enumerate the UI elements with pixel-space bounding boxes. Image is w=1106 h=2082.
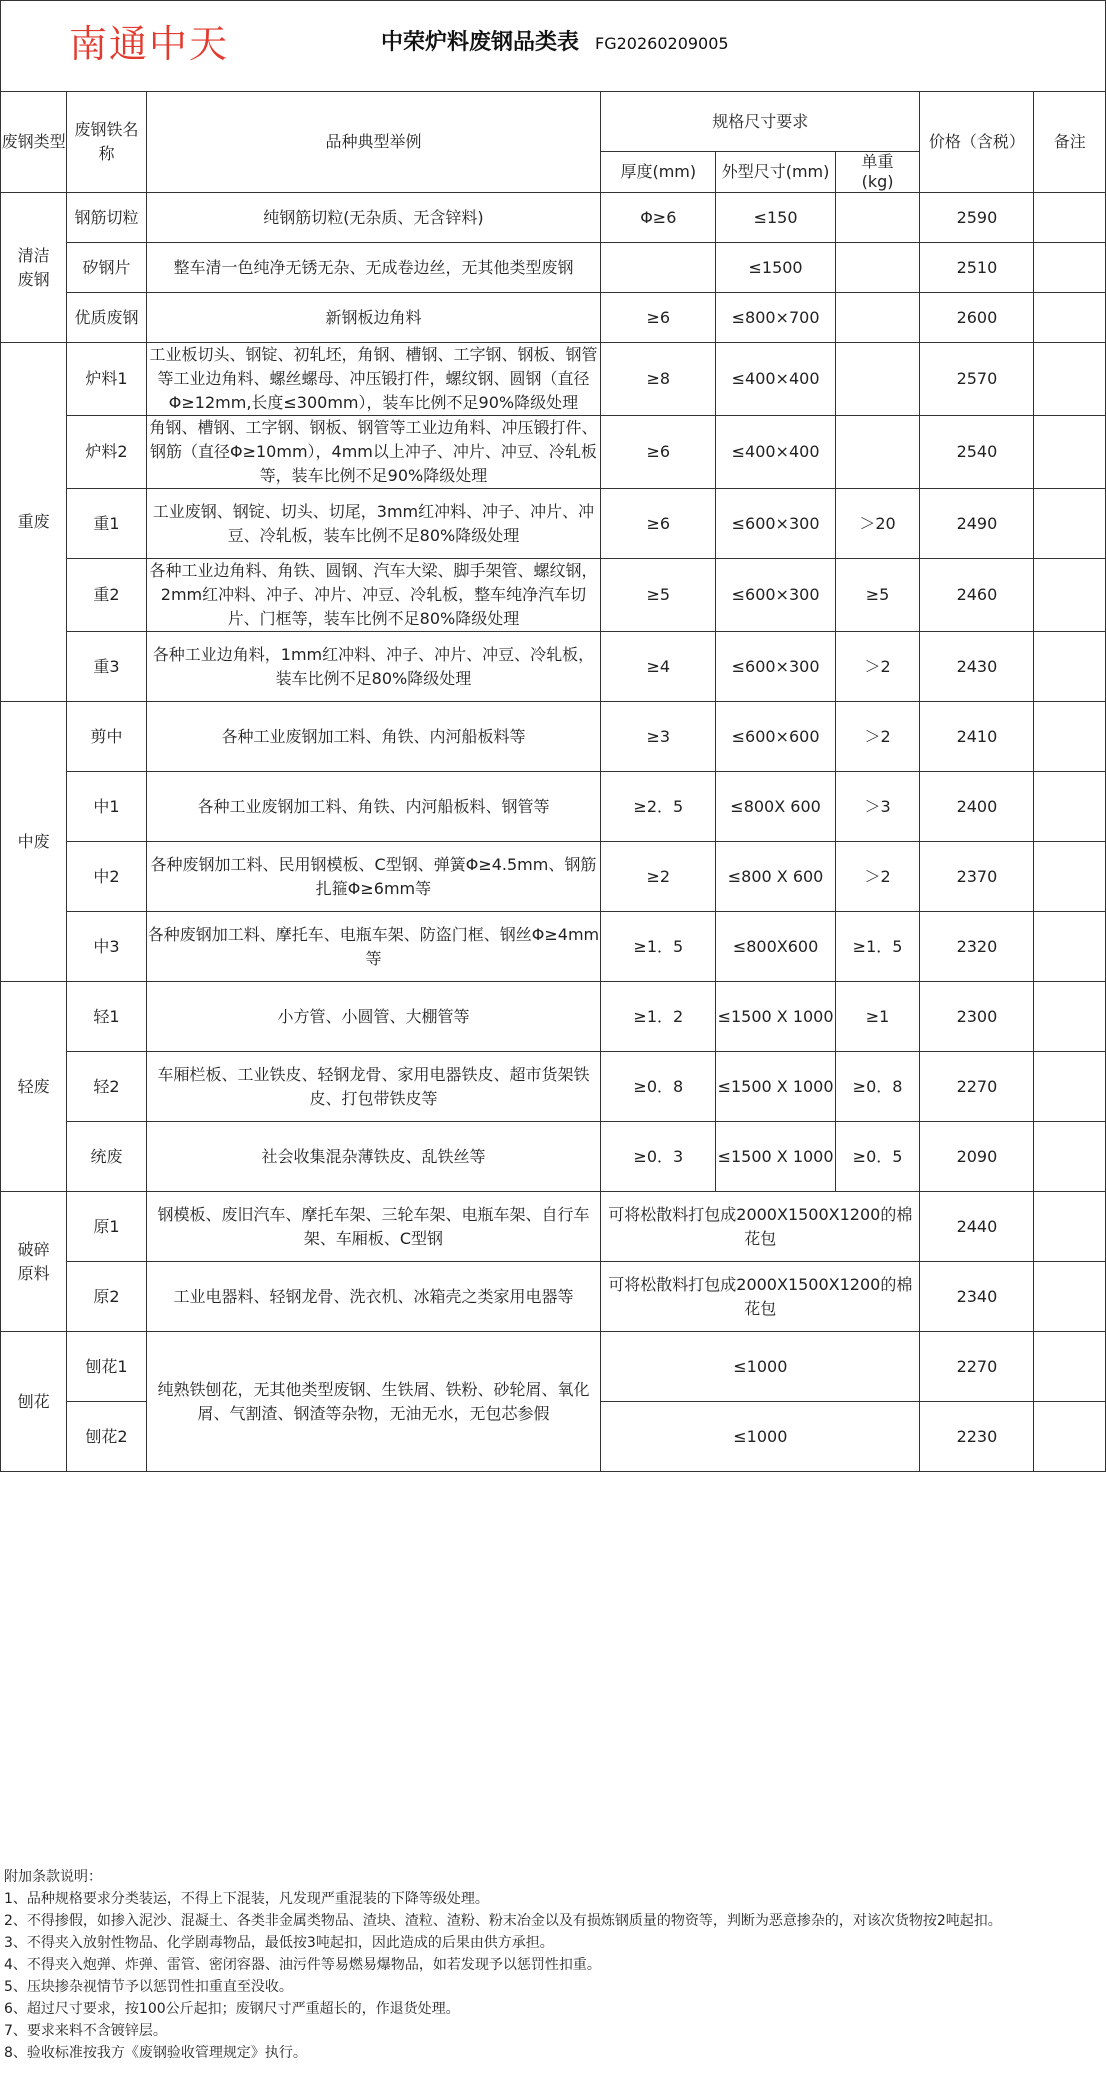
item-size: ≤600×600: [716, 702, 835, 772]
item-size: ≤400×400: [716, 343, 835, 416]
header-price: 价格（含税）: [920, 92, 1034, 193]
item-thickness: ≥2．5: [601, 772, 716, 842]
item-example: 各种工业废钢加工料、角铁、内河船板料、钢管等: [146, 772, 600, 842]
category-cell: 刨花: [1, 1332, 67, 1472]
item-thickness: ≥4: [601, 632, 716, 702]
item-example: 各种废钢加工料、民用钢模板、C型钢、弹簧Φ≥4.5mm、钢筋扎箍Φ≥6mm等: [146, 842, 600, 912]
item-price: 2600: [920, 293, 1034, 343]
item-price: 2230: [920, 1402, 1034, 1472]
item-example: 钢模板、废旧汽车、摩托车架、三轮车架、电瓶车架、自行车架、车厢板、C型钢: [146, 1192, 600, 1262]
item-example: 工业板切头、钢锭、初轧坯，角钢、槽钢、工字钢、钢板、钢管等工业边角料、螺丝螺母、冲压锻打件，螺纹钢、圆钢（直径Φ≥12mm,长度≤300mm），装车比例不足90%降级处理: [146, 343, 600, 416]
item-price: 2490: [920, 489, 1034, 559]
item-size: ≤400×400: [716, 416, 835, 489]
header-thickness: 厚度(mm): [601, 152, 716, 193]
item-example: 各种工业废钢加工料、角铁、内河船板料等: [146, 702, 600, 772]
item-thickness: ≥6: [601, 416, 716, 489]
item-size: ≤1500 X 1000: [716, 1122, 835, 1192]
item-price: 2570: [920, 343, 1034, 416]
item-remark: [1034, 1052, 1106, 1122]
item-weight: ≥5: [835, 559, 920, 632]
item-thickness: ≥0．3: [601, 1122, 716, 1192]
item-name: 原2: [67, 1262, 146, 1332]
item-price: 2370: [920, 842, 1034, 912]
item-example: 纯钢筋切粒(无杂质、无含锌料): [146, 193, 600, 243]
item-remark: [1034, 632, 1106, 702]
item-weight: ≥1．5: [835, 912, 920, 982]
item-name: 剪中: [67, 702, 146, 772]
item-size: ≤150: [716, 193, 835, 243]
item-weight: ＞2: [835, 842, 920, 912]
item-name: 中2: [67, 842, 146, 912]
header-remark: 备注: [1034, 92, 1106, 193]
item-thickness: ≥1．5: [601, 912, 716, 982]
item-remark: [1034, 343, 1106, 416]
item-size: ≤1500 X 1000: [716, 1052, 835, 1122]
item-price: 2460: [920, 559, 1034, 632]
item-price: 2430: [920, 632, 1034, 702]
item-weight: [835, 343, 920, 416]
note-item: 2、不得掺假，如掺入泥沙、混凝土、各类非金属类物品、渣块、渣粒、渣粉、粉末冶金以及有损炼钢质量的物资等，判断为恶意掺杂的，对该次货物按2吨起扣。: [4, 1913, 1002, 1929]
table-row: [1, 982, 1106, 1052]
item-thickness: ≥8: [601, 343, 716, 416]
item-price: 2440: [920, 1192, 1034, 1262]
item-remark: [1034, 842, 1106, 912]
category-cell: 破碎原料: [1, 1192, 67, 1332]
item-weight: [835, 293, 920, 343]
note-item: 1、品种规格要求分类装运，不得上下混装，凡发现严重混装的下降等级处理。: [4, 1891, 489, 1907]
note-item: 6、超过尺寸要求，按100公斤起扣；废钢尺寸严重超长的，作退货处理。: [4, 2001, 460, 2017]
note-item: 3、不得夹入放射性物品、化学剧毒物品，最低按3吨起扣，因此造成的后果由供方承担。: [4, 1935, 554, 1951]
item-example: 纯熟铁刨花，无其他类型废钢、生铁屑、铁粉、砂轮屑、氧化屑、气割渣、钢渣等杂物，无油无水，无包芯参假: [146, 1332, 600, 1472]
item-weight: ＞3: [835, 772, 920, 842]
item-name: 重2: [67, 559, 146, 632]
header-size: 外型尺寸(mm): [716, 152, 835, 193]
item-example: 工业废钢、钢锭、切头、切尾，3mm红冲料、冲子、冲片、冲豆、冷轧板，装车比例不足80%降级处理: [146, 489, 600, 559]
item-name: 刨花1: [67, 1332, 146, 1402]
item-example: 小方管、小圆管、大棚管等: [146, 982, 600, 1052]
item-size: ≤600×300: [716, 489, 835, 559]
category-cell: 清洁废钢: [1, 193, 67, 343]
page-title: 中荣炉料废钢品类表: [381, 30, 580, 55]
item-price: 2410: [920, 702, 1034, 772]
item-thickness: ≥6: [601, 489, 716, 559]
item-name: 重1: [67, 489, 146, 559]
item-name: 重3: [67, 632, 146, 702]
header-example: 品种典型举例: [146, 92, 600, 193]
item-price: 2320: [920, 912, 1034, 982]
item-example: 各种工业边角料，1mm红冲料、冲子、冲片、冲豆、冷轧板，装车比例不足80%降级处理: [146, 632, 600, 702]
item-weight: ≥0．5: [835, 1122, 920, 1192]
item-example: 车厢栏板、工业铁皮、轻钢龙骨、家用电器铁皮、超市货架铁皮、打包带铁皮等: [146, 1052, 600, 1122]
item-thickness: ≥6: [601, 293, 716, 343]
item-price: 2270: [920, 1052, 1034, 1122]
item-remark: [1034, 416, 1106, 489]
item-remark: [1034, 243, 1106, 293]
item-weight: [835, 243, 920, 293]
item-remark: [1034, 1332, 1106, 1402]
item-name: 轻2: [67, 1052, 146, 1122]
note-item: 7、要求来料不含镀锌层。: [4, 2023, 167, 2039]
item-size: ≤600×300: [716, 632, 835, 702]
item-name: 刨花2: [67, 1402, 146, 1472]
table-row: [1, 1192, 1106, 1262]
table-row: [1, 702, 1106, 772]
item-thickness: ≥5: [601, 559, 716, 632]
header-name: 废钢铁名称: [67, 92, 146, 193]
item-example: 角钢、槽钢、工字钢、钢板、钢管等工业边角料、冲压锻打件、钢筋（直径Φ≥10mm），4mm以上冲子、冲片、冲豆、冷轧板等，装车比例不足90%降级处理: [146, 416, 600, 489]
item-name: 原1: [67, 1192, 146, 1262]
category-cell: 重废: [1, 343, 67, 702]
table-row: [1, 632, 1106, 702]
item-thickness: Φ≥6: [601, 193, 716, 243]
table-row: [1, 243, 1106, 293]
item-name: 炉料2: [67, 416, 146, 489]
item-weight: ＞2: [835, 702, 920, 772]
item-price: 2510: [920, 243, 1034, 293]
item-example: 整车清一色纯净无锈无杂、无成卷边丝，无其他类型废钢: [146, 243, 600, 293]
title-banner: [1, 1, 1106, 92]
item-price: 2270: [920, 1332, 1034, 1402]
item-thickness: ≥3: [601, 702, 716, 772]
header-type: 废钢类型: [1, 92, 67, 193]
item-remark: [1034, 772, 1106, 842]
item-weight: [835, 416, 920, 489]
item-remark: [1034, 702, 1106, 772]
notes-section: [4, 1866, 1104, 2064]
item-size: ≤800X600: [716, 912, 835, 982]
table-row: [1, 842, 1106, 912]
item-size: ≤800×700: [716, 293, 835, 343]
document-code: FG20260209005: [595, 34, 729, 53]
item-weight: ＞20: [835, 489, 920, 559]
item-name: 统废: [67, 1122, 146, 1192]
item-name: 中3: [67, 912, 146, 982]
item-thickness: ≥0．8: [601, 1052, 716, 1122]
header-spec: 规格尺寸要求: [601, 92, 920, 152]
category-cell: 轻废: [1, 982, 67, 1192]
item-weight: ≥0．8: [835, 1052, 920, 1122]
brand-logo: 南通中天: [69, 22, 230, 66]
item-weight: ＞2: [835, 632, 920, 702]
notes-title: 附加条款说明：: [4, 1869, 102, 1885]
item-size: ≤800X 600: [716, 772, 835, 842]
table-row: [1, 489, 1106, 559]
item-example: 工业电器料、轻钢龙骨、洗衣机、冰箱壳之类家用电器等: [146, 1262, 600, 1332]
table-row: [1, 1262, 1106, 1332]
item-remark: [1034, 489, 1106, 559]
item-remark: [1034, 293, 1106, 343]
item-name: 矽钢片: [67, 243, 146, 293]
note-item: 4、不得夹入炮弹、炸弹、雷管、密闭容器、油污件等易燃易爆物品，如若发现予以惩罚性扣重。: [4, 1957, 601, 1973]
item-remark: [1034, 1122, 1106, 1192]
item-name: 优质废钢: [67, 293, 146, 343]
item-example: 社会收集混杂薄铁皮、乱铁丝等: [146, 1122, 600, 1192]
item-remark: [1034, 193, 1106, 243]
item-example: 各种工业边角料、角铁、圆钢、汽车大梁、脚手架管、螺纹钢，2mm红冲料、冲子、冲片、冲豆、冷轧板，整车纯净汽车切片、门框等，装车比例不足80%降级处理: [146, 559, 600, 632]
item-spec: ≤1000: [601, 1332, 920, 1402]
item-weight: ≥1: [835, 982, 920, 1052]
item-size: ≤1500: [716, 243, 835, 293]
item-size: ≤600×300: [716, 559, 835, 632]
table-row: [1, 293, 1106, 343]
item-size: ≤1500 X 1000: [716, 982, 835, 1052]
item-remark: [1034, 1402, 1106, 1472]
item-name: 炉料1: [67, 343, 146, 416]
table-row: [1, 912, 1106, 982]
note-item: 8、验收标准按我方《废钢验收管理规定》执行。: [4, 2045, 307, 2061]
item-weight: [835, 193, 920, 243]
table-row: [1, 772, 1106, 842]
item-price: 2300: [920, 982, 1034, 1052]
item-size: ≤800 X 600: [716, 842, 835, 912]
item-example: 新钢板边角料: [146, 293, 600, 343]
item-example: 各种废钢加工料、摩托车、电瓶车架、防盗门框、钢丝Φ≥4mm等: [146, 912, 600, 982]
item-spec: 可将松散料打包成2000X1500X1200的棉花包: [601, 1262, 920, 1332]
item-thickness: ≥2: [601, 842, 716, 912]
table-row: [1, 193, 1106, 243]
item-name: 轻1: [67, 982, 146, 1052]
item-name: 中1: [67, 772, 146, 842]
item-thickness: ≥1．2: [601, 982, 716, 1052]
header-weight: 单重 (kg): [835, 152, 920, 193]
item-remark: [1034, 1262, 1106, 1332]
table-row: [1, 1332, 1106, 1402]
table-row: [1, 559, 1106, 632]
item-spec: ≤1000: [601, 1402, 920, 1472]
table-row: [1, 1052, 1106, 1122]
note-item: 5、压块掺杂视情节予以惩罚性扣重直至没收。: [4, 1979, 293, 1995]
item-price: 2400: [920, 772, 1034, 842]
item-remark: [1034, 559, 1106, 632]
item-thickness: [601, 243, 716, 293]
item-price: 2590: [920, 193, 1034, 243]
item-remark: [1034, 1192, 1106, 1262]
category-cell: 中废: [1, 702, 67, 982]
item-spec: 可将松散料打包成2000X1500X1200的棉花包: [601, 1192, 920, 1262]
item-price: 2540: [920, 416, 1034, 489]
item-name: 钢筋切粒: [67, 193, 146, 243]
table-row: [1, 416, 1106, 489]
item-remark: [1034, 912, 1106, 982]
table-row: [1, 343, 1106, 416]
table-row: [1, 1122, 1106, 1192]
item-remark: [1034, 982, 1106, 1052]
item-price: 2340: [920, 1262, 1034, 1332]
item-price: 2090: [920, 1122, 1034, 1192]
